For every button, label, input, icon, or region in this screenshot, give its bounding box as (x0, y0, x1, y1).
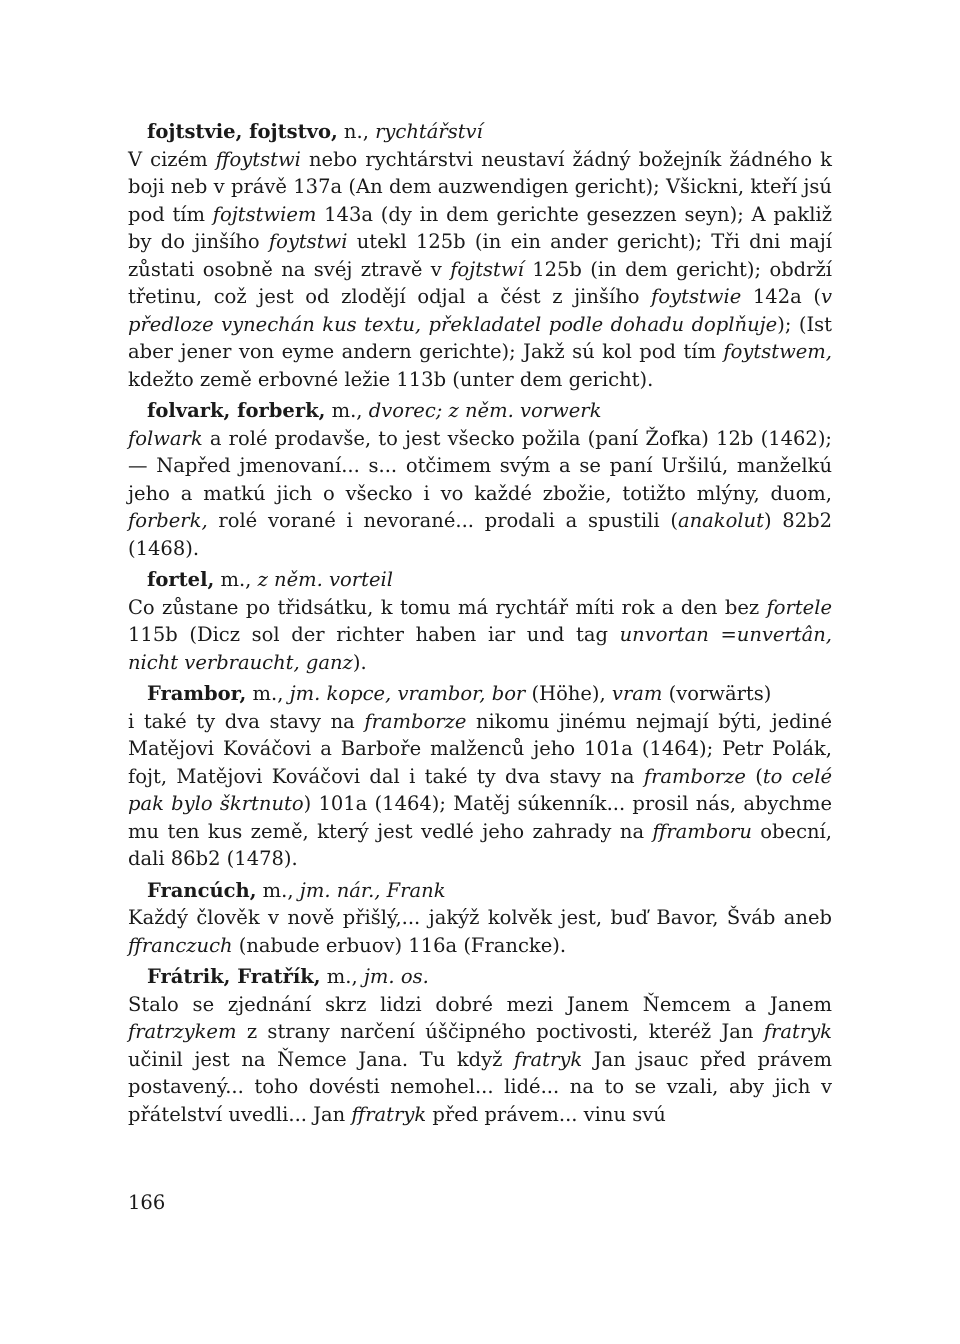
entry-text: i také ty dva stavy na framborze nikomu jinému nejmají býti, jediné Matějovi Kováčovi a Barboře malženců jeho 101a (1464); Petr Polák, fojt, Matějovi Kováčovi dal i také ty dva stavy na framborze (to celé pak bylo škrtnuto) 101a (1464); Matěj súkenník... prosil nás, abychme mu ten kus země, který jest vedlé jeho zahrady na fframboru obecní, dali 86b2 (1478). (128, 709, 832, 870)
entry-folvark (128, 397, 832, 562)
page-number: 166 (128, 1191, 166, 1214)
headword: fortel, m., z něm. vorteil (147, 568, 393, 591)
headword: Francúch, m., jm. nár., Frank (147, 878, 446, 902)
headword: folvark, forberk, m., dvorec; z něm. vorwerk (147, 399, 602, 422)
headword: Frátrik, Fratřík, m., jm. os. (147, 965, 429, 988)
entry-text: V cizém ffoytstwi nebo rychtárstvi neustaví žádný božejník žádného k boji neb v právě 137a (An dem auzwendigen gericht); Všickni, kteří jsú pod tím fojtstwiem 143a (dy in dem gerichte gesezzen seyn); A pakliž by do jinšího foytstwi utekl 125b (in ein ander gericht); Tři dni mají zůstati osobně na svéj ztravě v fojtstwí 125b (in dem gericht); obdrží třetinu, což jest od zlodějí odjal a čést z jinšího foytstwie 142a (v předloze vynechán kus textu, překladatel podle dohadu doplňuje); (Ist aber jener von eyme andern gerichte); Jakž sú kol pod tím foytstwem, kdežto země erbovné ležie 113b (unter dem gericht). (128, 147, 833, 391)
entry-text: folwark a rolé prodavše, to jest všecko požila (paní Žofka) 12b (1462); — Napřed jmenovaní... s... otčimem svým a se paní Uršilú, manželkú jeho a matkú jich o všecko i vo každé zbožie, totižto mlýny, duom, forberk, rolé vorané i nevorané... prodali a spustili (anakolut) 82b2 (1468). (128, 426, 832, 560)
entry-francuch (128, 877, 832, 960)
entry-fratrik (128, 963, 832, 1128)
entry-text: Stalo se zjednání skrz lidzi dobré mezi Janem Ňemcem a Janem fratrzykem z strany narčení úščipného poctivosti, kteréž Jan fratryk učinil jest na Ňemce Jana. Tu když fratryk Jan jsauc před právem postavený... toho dovésti nemohel... lidé... na to se vzali, aby jich v přátelství uvedli... Jan ffratryk před právem... vinu svú (128, 992, 832, 1126)
dictionary-text (128, 118, 832, 1132)
entry-text: Co zůstane po třidsátku, k tomu má rychtář míti rok a den bez fortele 115b (Dicz sol der richter haben iar und tag unvortan =unvertân, nicht verbraucht, ganz). (128, 595, 832, 674)
entry-fortel (128, 566, 832, 676)
headword: Frambor, m., jm. kopce, vrambor, bor (Höhe), vram (vorwärts) (147, 682, 772, 705)
entry-frambor (128, 680, 832, 873)
entry-text: Každý člověk v nově přišlý,... jakýž kolvěk jest, buď Bavor, Šváb aneb ffranczuch (nabude erbuov) 116a (Francke). (128, 906, 832, 957)
headword: fojtstvie, fojtstvo, n., rychtářství (147, 120, 483, 143)
entry-fojtstvie (128, 118, 832, 393)
